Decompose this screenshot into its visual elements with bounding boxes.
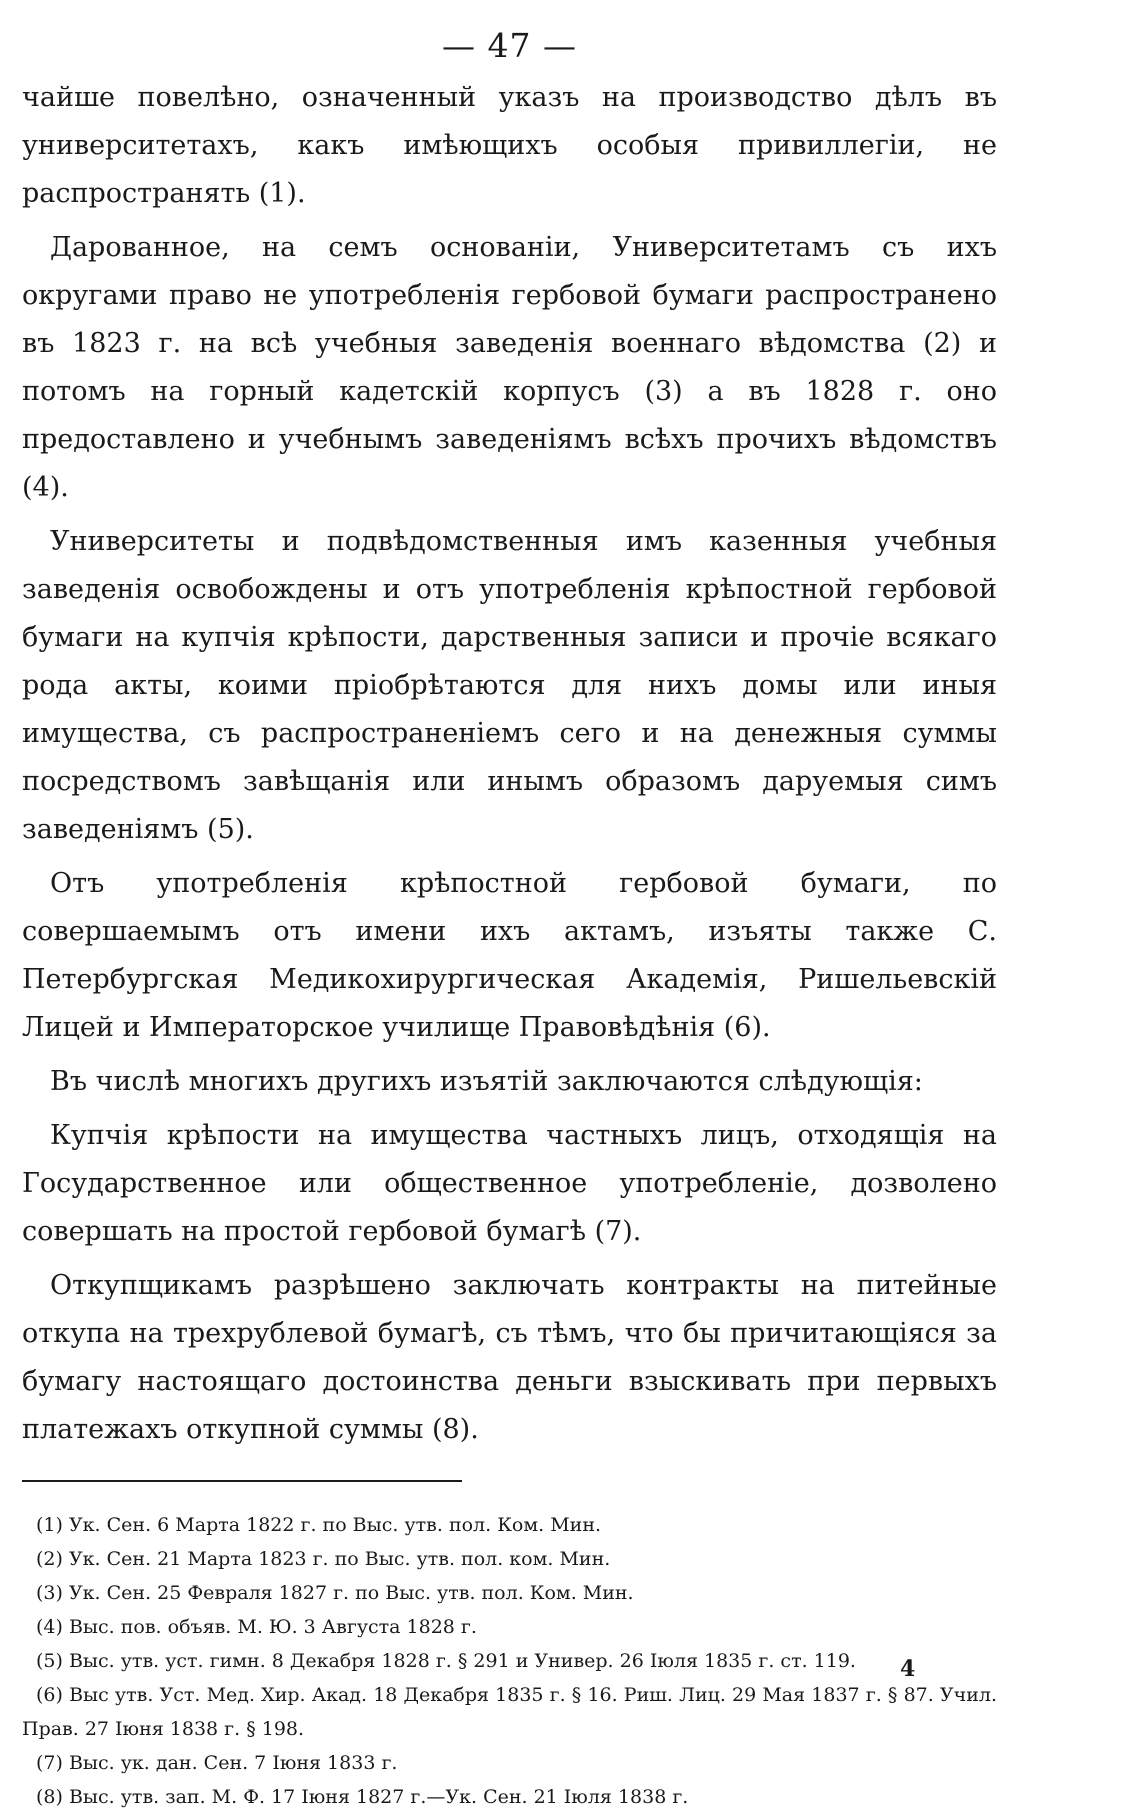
footnotes (22, 1508, 997, 1814)
signature-mark: 4 (900, 1656, 916, 1682)
footnote: (3) Ук. Сен. 25 Февраля 1827 г. по Выс. утв. пол. Ком. Мин. (36, 1582, 634, 1604)
paragraph: Въ числѣ многихъ другихъ изъятій заключаются слѣдующія: (50, 1066, 923, 1097)
footnote: (5) Выс. утв. уст. гимн. 8 Декабря 1828 г. § 291 и Унивeр. 26 Іюля 1835 г. ст. 119. (36, 1650, 856, 1672)
paragraph: Отъ употребленія крѣпостной гербовой бумаги, по совершаемымъ отъ имени ихъ актамъ, изъяты также С. Петербургская Медикохирургическая Академія, Ришельевскій Лицей и Императорское училище Правовѣдѣнія (6). (22, 868, 997, 1043)
book-page (22, 26, 997, 1814)
footnote-divider (22, 1480, 462, 1482)
paragraph: Дарованное, на семъ основаніи, Университетамъ съ ихъ округами право не употребленія гербовой бумаги распространено въ 1823 г. на всѣ учебныя заведенія военнаго вѣдомства (2) и потомъ на горный кадетскій корпусъ (3) а въ 1828 г. оно предоставлено и учебнымъ заведеніямъ всѣхъ прочихъ вѣдомствъ (4). (22, 232, 997, 503)
footnote: (8) Выс. утв. зап. М. Ф. 17 Іюня 1827 г.—Ук. Сен. 21 Іюля 1838 г. (36, 1786, 689, 1808)
footnote: (4) Выс. пов. объяв. М. Ю. 3 Августа 1828 г. (36, 1616, 477, 1638)
paragraph: чайше повелѣно, означенный указъ на производство дѣлъ въ университетахъ, какъ имѣющихъ особыя привиллегіи, не распространять (1). (22, 82, 997, 209)
footnote: (1) Ук. Сен. 6 Марта 1822 г. по Выс. утв. пол. Ком. Мин. (36, 1514, 602, 1536)
main-text (22, 74, 997, 1454)
paragraph: Университеты и подвѣдомственныя имъ казенныя учебныя заведенія освобождены и отъ употребленія крѣпостной гербовой бумаги на купчія крѣпости, дарственныя записи и прочіе всякаго рода акты, коими пріобрѣтаются для нихъ домы или иныя имущества, съ распространеніемъ сего и на денежныя суммы посредствомъ завѣщанія или инымъ образомъ даруемыя симъ заведеніямъ (5). (22, 526, 997, 845)
footnote: (2) Ук. Сен. 21 Марта 1823 г. по Выс. утв. пол. ком. Мин. (36, 1548, 611, 1570)
paragraph: Откупщикамъ разрѣшено заключать контракты на питейные откупа на трехрублевой бумагѣ, съ тѣмъ, что бы причитающіяся за бумагу настоящаго достоинства деньги взыскивать при первыхъ платежахъ откупной суммы (8). (22, 1270, 997, 1445)
footnote: (6) Выс утв. Уст. Мед. Хир. Акад. 18 Декабря 1835 г. § 16. Риш. Лиц. 29 Мая 1837 г. § 87. Учил. Прав. 27 Іюня 1838 г. § 198. (22, 1684, 997, 1740)
paragraph: Купчія крѣпости на имущества частныхъ лицъ, отходящія на Государственное или общественное употребленіе, дозволено совершать на простой гербовой бумагѣ (7). (22, 1120, 997, 1247)
page-number: — 47 — (442, 26, 577, 65)
footnote: (7) Выс. ук. дан. Сен. 7 Іюня 1833 г. (36, 1752, 398, 1774)
